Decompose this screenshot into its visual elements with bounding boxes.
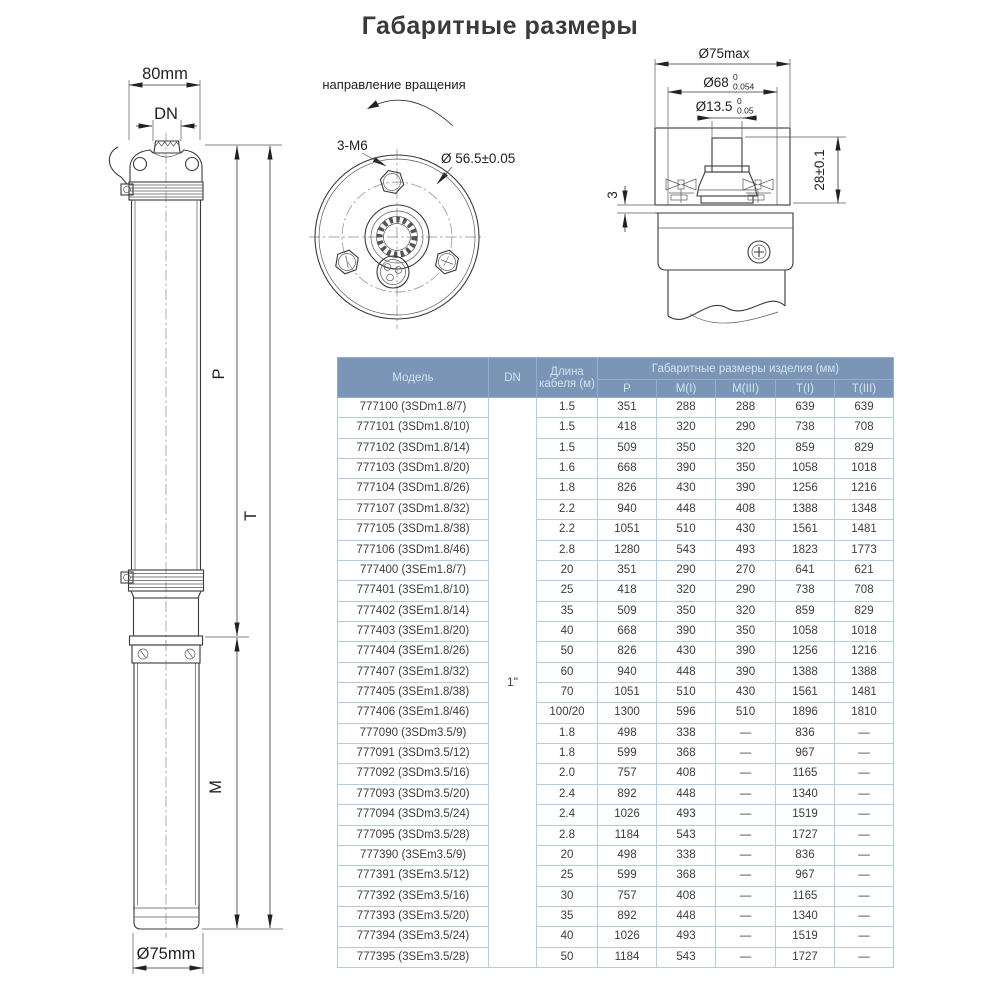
table-cell: 390 <box>657 621 716 641</box>
table-cell: 641 <box>776 560 835 580</box>
table-cell: 892 <box>598 784 657 804</box>
table-cell: 1018 <box>835 459 894 479</box>
table-cell: 1165 <box>776 764 835 784</box>
cable-length-cell: 2.8 <box>537 825 598 845</box>
table-row <box>338 825 894 845</box>
model-cell: 777092 (3SDm3.5/16) <box>338 764 489 784</box>
table-row <box>338 744 894 764</box>
model-cell: 777091 (3SDm3.5/12) <box>338 744 489 764</box>
cable-length-cell: 1.8 <box>537 723 598 743</box>
cable-length-cell: 1.5 <box>537 438 598 458</box>
table-cell: 859 <box>776 601 835 621</box>
table-cell: 1561 <box>776 520 835 540</box>
table-cell: 859 <box>776 438 835 458</box>
cable-length-cell: 50 <box>537 947 598 967</box>
table-cell: 290 <box>657 560 716 580</box>
dim-label-d68-tol-top: 0 <box>733 72 738 82</box>
table-cell: 708 <box>835 418 894 438</box>
table-cell: 599 <box>598 866 657 886</box>
cable-length-cell: 40 <box>537 927 598 947</box>
model-cell: 777105 (3SDm1.8/38) <box>338 520 489 540</box>
table-cell: — <box>835 906 894 926</box>
cable-length-cell: 50 <box>537 642 598 662</box>
table-cell: 288 <box>657 398 716 418</box>
header-t1: T(I) <box>776 380 835 398</box>
dim-label-d135-tol-bottom: 0.05 <box>737 105 754 116</box>
table-cell: 829 <box>835 601 894 621</box>
table-cell: 1561 <box>776 683 835 703</box>
table-cell: 826 <box>598 479 657 499</box>
table-cell: 448 <box>657 499 716 519</box>
table-cell: 368 <box>657 744 716 764</box>
table-cell: — <box>835 947 894 967</box>
table-cell: — <box>716 723 776 743</box>
cable-length-cell: 25 <box>537 866 598 886</box>
table-cell: 738 <box>776 581 835 601</box>
table-cell: 829 <box>835 438 894 458</box>
table-cell: 350 <box>716 621 776 641</box>
model-cell: 777403 (3SEm1.8/20) <box>338 621 489 641</box>
table-cell: 543 <box>657 540 716 560</box>
dim-label-dn: DN <box>154 105 178 123</box>
table-cell: 1216 <box>835 479 894 499</box>
shaft-end-view-drawing <box>600 40 865 350</box>
cable-line <box>109 147 127 184</box>
table-cell: — <box>716 845 776 865</box>
table-cell: 390 <box>657 459 716 479</box>
table-row <box>338 805 894 825</box>
table-cell: 639 <box>835 398 894 418</box>
model-cell: 777106 (3SDm1.8/46) <box>338 540 489 560</box>
table-cell: 430 <box>716 520 776 540</box>
table-row <box>338 927 894 947</box>
table-row <box>338 540 894 560</box>
header-t3: T(III) <box>835 380 894 398</box>
header-p: P <box>598 380 657 398</box>
dim-label-m: M <box>207 780 225 794</box>
cable-length-cell: 2.4 <box>537 805 598 825</box>
bolt-lower-right <box>432 248 461 275</box>
table-cell: 448 <box>657 662 716 682</box>
table-cell: 351 <box>598 398 657 418</box>
header-model: Модель <box>338 358 489 398</box>
table-cell: 493 <box>657 927 716 947</box>
rotation-arrow <box>367 100 379 109</box>
table-row <box>338 906 894 926</box>
table-cell: 1481 <box>835 683 894 703</box>
table-row <box>338 866 894 886</box>
table-cell: 350 <box>716 459 776 479</box>
table-cell: 290 <box>716 418 776 438</box>
cable-length-cell: 2.4 <box>537 784 598 804</box>
table-cell: 836 <box>776 723 835 743</box>
table-cell: 498 <box>598 723 657 743</box>
model-cell: 777402 (3SEm1.8/14) <box>338 601 489 621</box>
table-cell: 639 <box>776 398 835 418</box>
model-cell: 777404 (3SEm1.8/26) <box>338 642 489 662</box>
table-row <box>338 886 894 906</box>
table-cell: 1823 <box>776 540 835 560</box>
table-cell: 1727 <box>776 825 835 845</box>
table-row <box>338 845 894 865</box>
cable-length-cell: 20 <box>537 560 598 580</box>
table-row <box>338 784 894 804</box>
table-cell: 493 <box>716 540 776 560</box>
table-cell: 270 <box>716 560 776 580</box>
header-m1: M(I) <box>657 380 716 398</box>
table-cell: — <box>716 784 776 804</box>
bolt-lower-left <box>331 246 363 277</box>
cable-length-cell: 2.8 <box>537 540 598 560</box>
table-cell: 940 <box>598 499 657 519</box>
table-cell: 510 <box>716 703 776 723</box>
table-cell: 1018 <box>835 621 894 641</box>
model-cell: 777090 (3SDm3.5/9) <box>338 723 489 743</box>
table-cell: 708 <box>835 581 894 601</box>
table-cell: 320 <box>716 601 776 621</box>
cable-length-cell: 2.0 <box>537 764 598 784</box>
model-cell: 777407 (3SEm1.8/32) <box>338 662 489 682</box>
table-cell: 338 <box>657 845 716 865</box>
table-cell: 826 <box>598 642 657 662</box>
table-cell: 1051 <box>598 520 657 540</box>
dim-label-3: 3 <box>605 191 620 199</box>
table-cell: 1026 <box>598 927 657 947</box>
table-cell: — <box>716 947 776 967</box>
table-cell: 668 <box>598 459 657 479</box>
dn-cell: 1" <box>489 398 537 968</box>
table-cell: 448 <box>657 906 716 926</box>
table-cell: 430 <box>716 683 776 703</box>
cable-length-cell: 35 <box>537 601 598 621</box>
model-cell: 777095 (3SDm3.5/28) <box>338 825 489 845</box>
table-cell: 543 <box>657 825 716 845</box>
table-cell: 1165 <box>776 886 835 906</box>
table-cell: 1184 <box>598 825 657 845</box>
table-cell: — <box>716 825 776 845</box>
table-cell: 418 <box>598 418 657 438</box>
cable-length-cell: 60 <box>537 662 598 682</box>
cable-length-cell: 70 <box>537 683 598 703</box>
table-cell: 1300 <box>598 703 657 723</box>
rotation-direction-label: направление вращения <box>322 77 466 92</box>
table-row <box>338 621 894 641</box>
dim-label-d75mm: Ø75mm <box>136 945 196 963</box>
table-cell: — <box>835 845 894 865</box>
terminal-left <box>666 179 696 203</box>
table-row <box>338 459 894 479</box>
table-cell: 368 <box>657 866 716 886</box>
pump-side-view-drawing <box>95 55 295 985</box>
table-cell: 1256 <box>776 642 835 662</box>
table-cell: 430 <box>657 642 716 662</box>
dim-label-d75max: Ø75max <box>698 46 750 61</box>
model-cell: 777401 (3SEm1.8/10) <box>338 581 489 601</box>
table-cell: 390 <box>716 479 776 499</box>
table-cell: 408 <box>657 764 716 784</box>
table-cell: 320 <box>657 581 716 601</box>
table-cell: 509 <box>598 438 657 458</box>
table-cell: 408 <box>716 499 776 519</box>
flange-top-view-drawing <box>300 70 520 340</box>
table-row <box>338 398 894 418</box>
dim-label-t: T <box>242 510 260 522</box>
model-cell: 777395 (3SEm3.5/28) <box>338 947 489 967</box>
table-row <box>338 560 894 580</box>
table-cell: 1058 <box>776 459 835 479</box>
header-m3: M(III) <box>716 380 776 398</box>
table-row <box>338 479 894 499</box>
table-cell: 320 <box>657 418 716 438</box>
table-cell: 1026 <box>598 805 657 825</box>
table-cell: 338 <box>657 723 716 743</box>
table-cell: 288 <box>716 398 776 418</box>
table-cell: — <box>835 723 894 743</box>
table-row <box>338 642 894 662</box>
table-header <box>338 358 894 398</box>
dim-label-d135: Ø13.5 <box>695 99 733 114</box>
cable-length-cell: 40 <box>537 621 598 641</box>
model-cell: 777392 (3SEm3.5/16) <box>338 886 489 906</box>
table-cell: 430 <box>657 479 716 499</box>
model-cell: 777094 (3SDm3.5/24) <box>338 805 489 825</box>
table-cell: — <box>835 784 894 804</box>
dim-label-28: 28±0.1 <box>812 149 827 191</box>
table-cell: — <box>716 744 776 764</box>
table-cell: 757 <box>598 764 657 784</box>
table-row <box>338 520 894 540</box>
table-row <box>338 683 894 703</box>
page-title: Габаритные размеры <box>361 12 639 40</box>
table-cell: 1184 <box>598 947 657 967</box>
table-cell: 1280 <box>598 540 657 560</box>
table-cell: — <box>716 906 776 926</box>
table-row <box>338 418 894 438</box>
table-cell: 1216 <box>835 642 894 662</box>
model-cell: 777093 (3SDm3.5/20) <box>338 784 489 804</box>
table-cell: 351 <box>598 560 657 580</box>
cable-length-cell: 1.5 <box>537 398 598 418</box>
cable-length-cell: 25 <box>537 581 598 601</box>
dim-label-d135-tol-top: 0 <box>737 96 742 106</box>
table-cell: 493 <box>657 805 716 825</box>
table-cell: — <box>835 886 894 906</box>
table-row <box>338 723 894 743</box>
table-row <box>338 601 894 621</box>
table-cell: — <box>716 927 776 947</box>
table-cell: — <box>835 744 894 764</box>
table-row <box>338 662 894 682</box>
table-cell: 1256 <box>776 479 835 499</box>
table-cell: 1896 <box>776 703 835 723</box>
cable-length-cell: 1.8 <box>537 479 598 499</box>
model-cell: 777102 (3SDm1.8/14) <box>338 438 489 458</box>
model-cell: 777391 (3SEm3.5/12) <box>338 866 489 886</box>
table-cell: 1340 <box>776 784 835 804</box>
table-cell: 967 <box>776 744 835 764</box>
table-cell: 1058 <box>776 621 835 641</box>
model-cell: 777394 (3SEm3.5/24) <box>338 927 489 947</box>
model-cell: 777390 (3SEm3.5/9) <box>338 845 489 865</box>
cable-length-cell: 100/20 <box>537 703 598 723</box>
table-cell: — <box>716 886 776 906</box>
table-cell: 510 <box>657 520 716 540</box>
dimensions-table <box>337 357 894 968</box>
model-cell: 777393 (3SEm3.5/20) <box>338 906 489 926</box>
model-cell: 777400 (3SEm1.8/7) <box>338 560 489 580</box>
table-row <box>338 947 894 967</box>
table-cell: 448 <box>657 784 716 804</box>
table-cell: 1519 <box>776 805 835 825</box>
cable-length-cell: 35 <box>537 906 598 926</box>
dim-label-d68: Ø68 <box>703 75 729 90</box>
cable-length-cell: 1.5 <box>537 418 598 438</box>
table-row <box>338 499 894 519</box>
table-cell: — <box>835 927 894 947</box>
table-cell: 1810 <box>835 703 894 723</box>
table-cell: 390 <box>716 662 776 682</box>
table-cell: 967 <box>776 866 835 886</box>
table-row <box>338 764 894 784</box>
cable-length-cell: 1.8 <box>537 744 598 764</box>
model-cell: 777107 (3SDm1.8/32) <box>338 499 489 519</box>
bolts-label: 3-M6 <box>337 138 368 153</box>
table-cell: 390 <box>716 642 776 662</box>
table-cell: 509 <box>598 601 657 621</box>
dim-label-d68-tol-bottom: 0.054 <box>733 81 755 92</box>
dim-table-body <box>338 398 894 968</box>
table-cell: 1340 <box>776 906 835 926</box>
table-cell: — <box>835 825 894 845</box>
dim-label-p: P <box>210 368 228 380</box>
cable-length-cell: 1.6 <box>537 459 598 479</box>
table-cell: 290 <box>716 581 776 601</box>
model-cell: 777405 (3SEm1.8/38) <box>338 683 489 703</box>
table-cell: 320 <box>716 438 776 458</box>
cable-gland <box>377 256 409 288</box>
table-cell: — <box>716 866 776 886</box>
model-cell: 777103 (3SDm1.8/20) <box>338 459 489 479</box>
table-cell: 1348 <box>835 499 894 519</box>
model-cell: 777100 (3SDm1.8/7) <box>338 398 489 418</box>
table-cell: 350 <box>657 601 716 621</box>
dim-label-80mm: 80mm <box>142 65 188 83</box>
table-row <box>338 703 894 723</box>
table-cell: 1773 <box>835 540 894 560</box>
table-cell: 1388 <box>776 499 835 519</box>
table-cell: 510 <box>657 683 716 703</box>
model-cell: 777406 (3SEm1.8/46) <box>338 703 489 723</box>
terminal-right <box>743 179 773 203</box>
table-cell: 1519 <box>776 927 835 947</box>
cable-length-cell: 30 <box>537 886 598 906</box>
table-cell: 498 <box>598 845 657 865</box>
table-cell: 836 <box>776 845 835 865</box>
table-cell: 621 <box>835 560 894 580</box>
table-cell: 1388 <box>776 662 835 682</box>
table-cell: 892 <box>598 906 657 926</box>
table-cell: — <box>716 764 776 784</box>
table-cell: 408 <box>657 886 716 906</box>
table-cell: — <box>716 805 776 825</box>
bolt-circle-label: Ø 56.5±0.05 <box>441 151 516 166</box>
table-cell: 738 <box>776 418 835 438</box>
table-cell: — <box>835 805 894 825</box>
table-cell: 1727 <box>776 947 835 967</box>
table-cell: 940 <box>598 662 657 682</box>
header-cable-length: Длина кабеля (м) <box>537 358 598 398</box>
table-cell: — <box>835 866 894 886</box>
cable-length-cell: 2.2 <box>537 520 598 540</box>
table-cell: 543 <box>657 947 716 967</box>
table-cell: 418 <box>598 581 657 601</box>
model-cell: 777101 (3SDm1.8/10) <box>338 418 489 438</box>
table-cell: 757 <box>598 886 657 906</box>
table-cell: — <box>835 764 894 784</box>
header-dn: DN <box>489 358 537 398</box>
table-row <box>338 581 894 601</box>
table-cell: 599 <box>598 744 657 764</box>
cable-length-cell: 2.2 <box>537 499 598 519</box>
cable-length-cell: 20 <box>537 845 598 865</box>
header-dims-group: Габаритные размеры изделия (мм) <box>598 358 894 380</box>
table-cell: 1051 <box>598 683 657 703</box>
table-cell: 350 <box>657 438 716 458</box>
table-cell: 1481 <box>835 520 894 540</box>
table-cell: 1388 <box>835 662 894 682</box>
table-row <box>338 438 894 458</box>
table-cell: 668 <box>598 621 657 641</box>
model-cell: 777104 (3SDm1.8/26) <box>338 479 489 499</box>
table-cell: 596 <box>657 703 716 723</box>
